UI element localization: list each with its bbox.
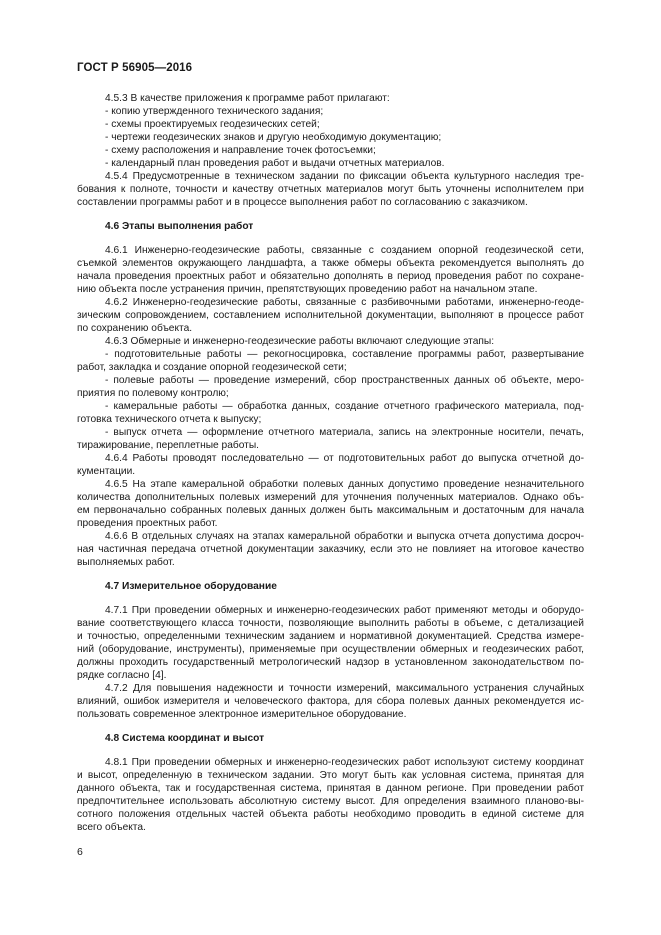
paragraph-line: съемкой элементов окружающего ландшафта, а также обмеры объекта рекомендуется выполнять до — [77, 258, 584, 269]
paragraph-line: количества дополнительных полевых измерений для уточнения полученных материалов. Однако объ- — [77, 492, 584, 503]
paragraph-line: данного объекта, так и государственная система, принятая в данном регионе. При проведении работ — [77, 783, 584, 794]
paragraph-line: по сохранению объекта. — [77, 323, 193, 334]
section-heading: 4.8 Система координат и высот — [105, 733, 265, 744]
paragraph-line: 4.6.3 Обмерные и инженерно-геодезические работы включают следующие этапы: — [105, 336, 495, 347]
paragraph-line: начала проведения проектных работ и обязательно дополнять в период проведения работ по сохране- — [77, 271, 584, 282]
paragraph-line: выполняемых работ. — [77, 557, 175, 568]
paragraph-line: 4.7.1 При проведении обмерных и инженерно-геодезических работ применяют методы и оборудо- — [105, 605, 584, 616]
section-heading: 4.7 Измерительное оборудование — [105, 581, 277, 592]
paragraph-line: 4.5.3 В качестве приложения к программе работ прилагают: — [105, 93, 390, 104]
paragraph-line: ем первоначально собранных полевых данных должен быть максимальным и достаточным для начала — [77, 505, 584, 516]
paragraph-line: 4.7.2 Для повышения надежности и точности измерений, максимального устранения случайных — [105, 683, 584, 694]
paragraph-line: кументации. — [77, 466, 136, 477]
paragraph-line: и высот, определенную в техническом задании. Это могут быть как условная система, принятая для — [77, 770, 584, 781]
document-header: ГОСТ Р 56905—2016 — [77, 62, 193, 74]
paragraph-line: 4.6.6 В отдельных случаях на этапах камеральной обработки и выпуска отчета допустима досроч- — [105, 531, 584, 542]
paragraph-line: предпочтительнее использовать абсолютную систему высот. Для определения взаимного планово-вы- — [77, 796, 584, 807]
paragraph-line: проведения проектных работ. — [77, 518, 218, 529]
paragraph-line: 4.6.2 Инженерно-геодезические работы, связанные с разбивочными работами, инженерно-геоде- — [105, 297, 584, 308]
list-item: - копию утвержденного технического задания; — [105, 106, 324, 117]
paragraph-line: 4.6.5 На этапе камеральной обработки полевых данных допустимо проведение незначительного — [105, 479, 584, 490]
paragraph-line: всего объекта. — [77, 822, 146, 833]
list-item: тиражирование, переплетные работы. — [77, 440, 259, 451]
section-heading: 4.6 Этапы выполнения работ — [105, 221, 254, 232]
paragraph-line: бования к полноте, точности и качеству отчетных материалов могут быть уточнены исполнителем при — [77, 184, 584, 195]
list-item: - полевые работы — проведение измерений, сбор пространственных данных об объекте, меро- — [105, 375, 584, 386]
list-item: работ, закладка и создание опорной геодезической сети; — [77, 362, 347, 373]
list-item: - схемы проектируемых геодезических сетей; — [105, 119, 320, 130]
paragraph-line: 4.5.4 Предусмотренные в техническом задании по фиксации объекта культурного наследия тре- — [105, 171, 584, 182]
paragraph-line: рядке согласно [4]. — [77, 670, 167, 681]
paragraph-line: влияний, ошибок измерителя и человеческого фактора, для сбора полевых данных рекомендуется ис- — [77, 696, 584, 707]
paragraph-line: составлении программы работ и в процессе выполнения работ по согласованию с заказчиком. — [77, 197, 528, 208]
list-item: готовка технического отчета к выпуску; — [77, 414, 262, 425]
list-item: - календарный план проведения работ и выдачи отчетных материалов. — [105, 158, 445, 169]
paragraph-line: зическим сопровождением, составлением исполнительной документации, выполняют в процессе работ — [77, 310, 584, 321]
paragraph-line: 4.6.4 Работы проводят последовательно — от подготовительных работ до выпуска отчетной до- — [105, 453, 584, 464]
list-item: - подготовительные работы — рекогносцировка, составление программы работ, развертывание — [105, 349, 584, 360]
paragraph-line: вание соответствующего класса точности, позволяющие выполнить работы в объеме, с детализацией — [77, 618, 584, 629]
list-item: - выпуск отчета — оформление отчетного материала, запись на электронные носители, печать, — [105, 427, 584, 438]
paragraph-line: 4.8.1 При проведении обмерных и инженерно-геодезических работ используют систему координат — [105, 757, 584, 768]
list-item: - чертежи геодезических знаков и другую необходимую документацию; — [105, 132, 442, 143]
list-item: - камеральные работы — обработка данных, создание отчетного графического материала, под- — [105, 401, 584, 412]
paragraph-line: нию объекта после устранения причин, препятствующих проведению работ на начальном этапе. — [77, 284, 538, 295]
paragraph-line: и точностью, определенными техническим заданием и нормативной документацией. Средства измере- — [77, 631, 584, 642]
paragraph-line: ний (оборудование, инструменты), применяемые при осуществлении обмерных и геодезических работ, — [77, 644, 584, 655]
list-item: приятия по полевому контролю; — [77, 388, 229, 399]
list-item: - схему расположения и направление точек фотосъемки; — [105, 145, 376, 156]
paragraph-line: сотного положения отдельных частей объекта работы необходимо проводить в единой системе для — [77, 809, 584, 820]
paragraph-line: должны проходить государственный метрологический надзор в установленном законодательством по- — [77, 657, 584, 668]
paragraph-line: ная частичная передача отчетной документации заказчику, если это не повлияет на итоговое качество — [77, 544, 584, 555]
paragraph-line: 4.6.1 Инженерно-геодезические работы, связанные с созданием опорной геодезической сети, — [105, 245, 584, 256]
page-number: 6 — [77, 846, 83, 858]
paragraph-line: пользовать современное электронное измерительное оборудование. — [77, 709, 407, 720]
